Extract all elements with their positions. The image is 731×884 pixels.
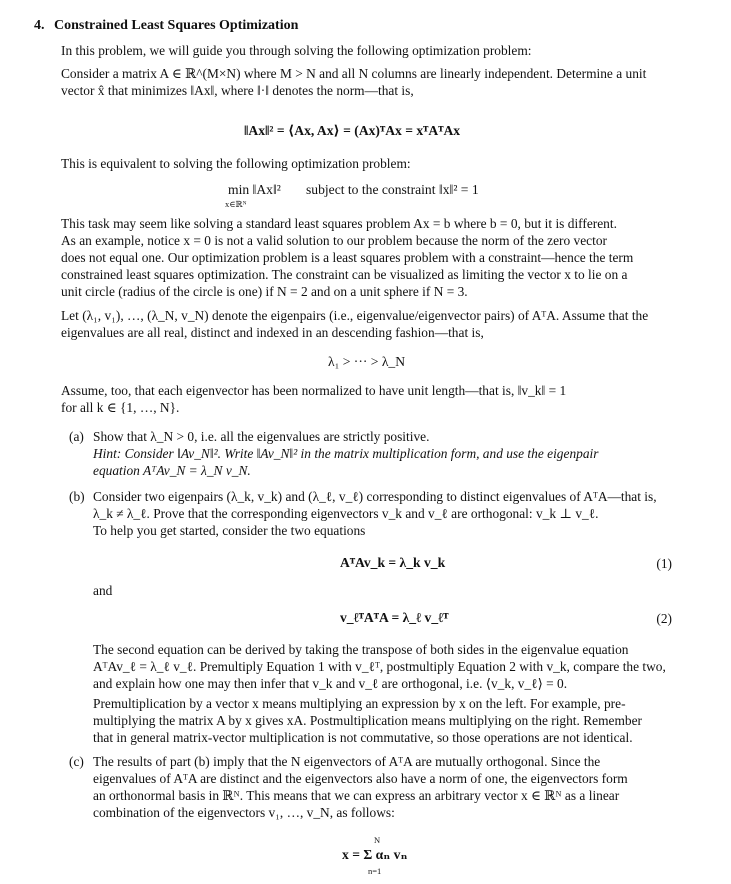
equivalence-line: This is equivalent to solving the following optimization problem: (61, 156, 411, 171)
para1-line-5: unit circle (radius of the circle is one) if N = 2 and on a unit sphere if N = 3. (61, 284, 468, 299)
part-a-text: Show that λ_N > 0, i.e. all the eigenvalues are strictly positive. (93, 429, 430, 444)
intro-line-1: In this problem, we will guide you through solving the following optimization problem: (61, 43, 532, 58)
part-b-line-3: To help you get started, consider the two equations (93, 523, 366, 538)
equation-2: v_ℓᵀAᵀA = λ_ℓ v_ℓᵀ (340, 610, 449, 625)
part-c-line-4: combination of the eigenvectors v₁, …, v_N, as follows: (93, 805, 395, 820)
equation-1-number: (1) (656, 556, 672, 571)
part-c-line-3: an orthonormal basis in ℝᴺ. This means that we can express an arbitrary vector x ∈ ℝᴺ as a linear (93, 788, 620, 803)
intro-line-2: Consider a matrix A ∈ ℝ^(M×N) where M > N and all N columns are linearly independent. Determine a unit (61, 66, 647, 81)
part-b-line-1: Consider two eigenpairs (λ_k, v_k) and (λ_ℓ, v_ℓ) corresponding to distinct eigenvalues of AᵀA—that is, (93, 489, 657, 504)
part-a-hint-2: equation AᵀAv_N = λ_N v_N. (93, 463, 251, 478)
part-b-para-b-2: multiplying the matrix A by x gives xA. Postmultiplication means multiplying on the right. Remember (93, 713, 642, 728)
sum-lower-limit: n=1 (368, 866, 382, 876)
equation-norm: ‖Ax‖² = ⟨Ax, Ax⟩ = (Ax)ᵀAx = xᵀAᵀAx (244, 123, 461, 138)
para1-line-1: This task may seem like solving a standard least squares problem Ax = b where b = 0, but it is different. (61, 216, 617, 231)
para3-line-1: Assume, too, that each eigenvector has been normalized to have unit length—that is, ‖v_k‖ = 1 (61, 383, 567, 398)
equation-eigen-order: λ₁ > ··· > λ_N (328, 354, 406, 369)
sum-upper-limit: N (374, 835, 381, 845)
para2-line-1: Let (λ₁, v₁), …, (λ_N, v_N) denote the eigenpairs (i.e., eigenvalue/eigenvector pairs) of AᵀA. Assume that the (61, 308, 649, 323)
problem-number: 4. (34, 18, 45, 33)
para3-line-2: for all k ∈ {1, …, N}. (61, 400, 180, 415)
part-b-para-b-1: Premultiplication by a vector x means multiplying an expression by x on the left. For example, pre- (93, 696, 626, 711)
part-a-label: (a) (69, 429, 84, 444)
part-b-and: and (93, 583, 113, 598)
part-c-label: (c) (69, 754, 84, 769)
equation-min-subscript: x∈ℝᴺ (225, 199, 247, 209)
part-b-label: (b) (69, 489, 85, 504)
para1-line-3: does not equal one. Our optimization problem is a least squares problem with a constraint—hence the term (61, 250, 634, 265)
part-b-line-2: λ_k ≠ λ_ℓ. Prove that the corresponding eigenvectors v_k and v_ℓ are orthogonal: v_k ⊥ v_ℓ. (93, 506, 599, 521)
part-a-hint-1: Hint: Consider ‖Av_N‖². Write ‖Av_N‖² in the matrix multiplication form, and use the eigenpair (93, 446, 599, 461)
part-b-para-a-3: and explain how one may then infer that v_k and v_ℓ are orthogonal, i.e. ⟨v_k, v_ℓ⟩ = 0. (93, 676, 568, 691)
part-b-para-b-3: that in general matrix-vector multiplication is not commutative, so those operations are not identical. (93, 730, 633, 745)
equation-sum: x = Σ αₙ vₙ (342, 847, 408, 862)
problem-heading (34, 17, 298, 34)
equation-1: AᵀAv_k = λ_k v_k (340, 555, 446, 570)
problem-title: Constrained Least Squares Optimization (54, 18, 299, 33)
para1-line-2: As an example, notice x = 0 is not a valid solution to our problem because the norm of the zero vector (61, 233, 608, 248)
part-b-para-a-2: AᵀAv_ℓ = λ_ℓ v_ℓ. Premultiply Equation 1 with v_ℓᵀ, postmultiply Equation 2 with v_k, compare the two, (93, 659, 666, 674)
intro-line-3: vector x̂ that minimizes ‖Ax‖, where ‖·‖ denotes the norm—that is, (61, 83, 414, 98)
equation-min-objective: min ‖Ax‖² (228, 182, 281, 197)
part-c-line-1: The results of part (b) imply that the N eigenvectors of AᵀA are mutually orthogonal. Since the (93, 754, 601, 769)
para2-line-2: eigenvalues are all real, distinct and indexed in an descending fashion—that is, (61, 325, 484, 340)
part-b-para-a-1: The second equation can be derived by taking the transpose of both sides in the eigenvalue equation (93, 642, 629, 657)
equation-min-constraint: subject to the constraint ‖x‖² = 1 (306, 182, 479, 197)
para1-line-4: constrained least squares optimization. The constraint can be visualized as limiting the vector x to lie on a (61, 267, 628, 282)
equation-2-number: (2) (656, 611, 672, 626)
part-c-line-2: eigenvalues of AᵀA are distinct and the eigenvectors also have a norm of one, the eigenvectors form (93, 771, 628, 786)
